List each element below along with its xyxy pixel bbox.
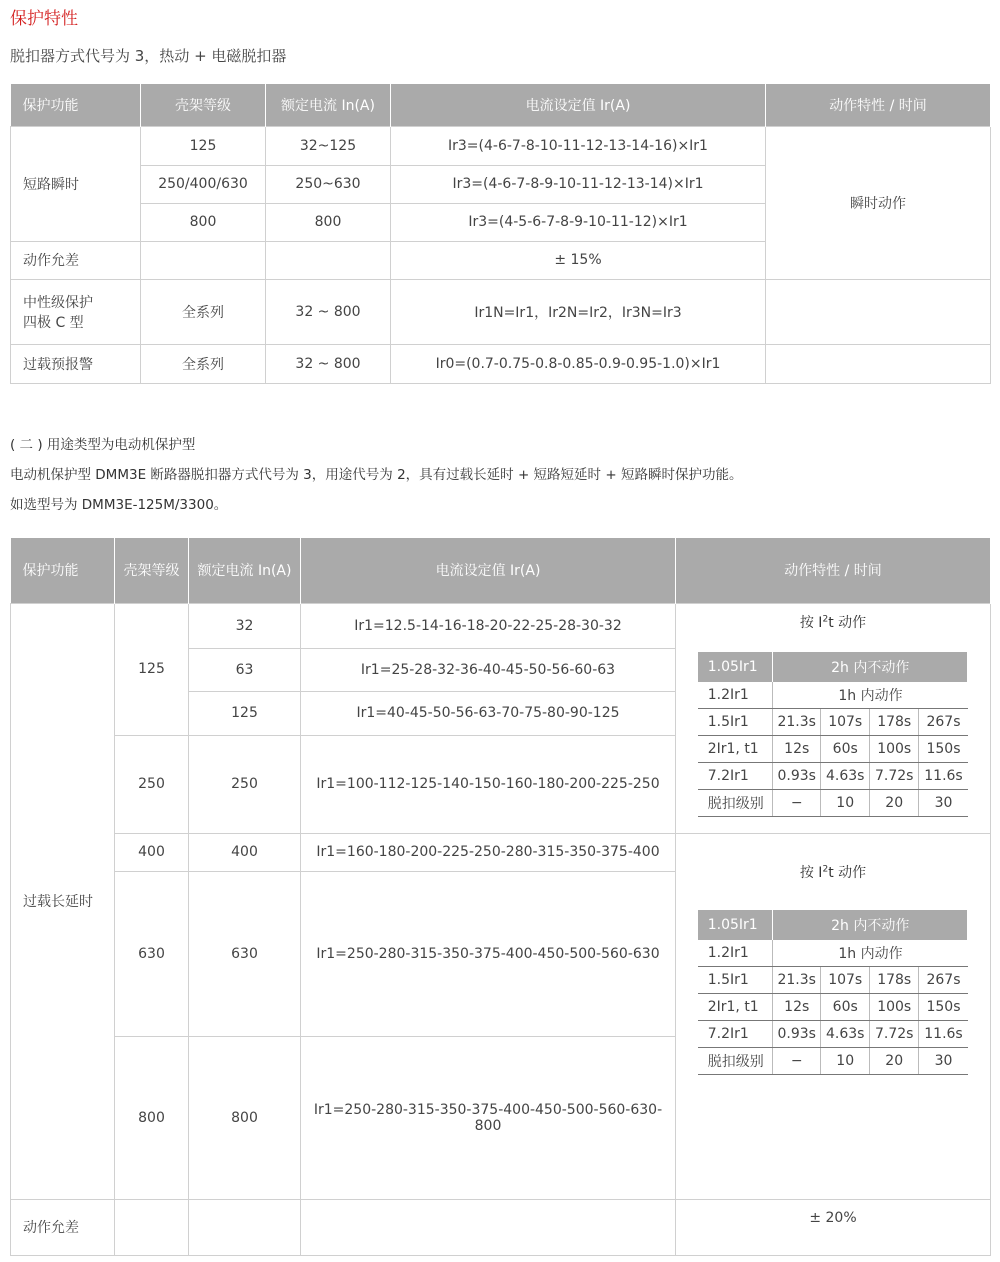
header-frame: 壳架等级 bbox=[115, 538, 189, 603]
protection-table-2 bbox=[10, 538, 991, 1256]
table-row bbox=[11, 126, 991, 165]
current-cell: 630 bbox=[189, 871, 301, 1036]
section2-line2: 如选型号为 DMM3E-125M/3300。 bbox=[10, 497, 228, 513]
frame-cell: 630 bbox=[115, 871, 189, 1036]
overload-alarm-label: 过载预报警 bbox=[11, 344, 141, 383]
current-cell: 800 bbox=[266, 203, 391, 241]
protection-table-1 bbox=[10, 84, 991, 384]
header-action: 动作特性 / 时间 bbox=[766, 84, 991, 126]
setting-cell: Ir1=160-180-200-225-250-280-315-350-375-400 bbox=[301, 833, 676, 871]
setting-cell: Ir1=12.5-14-16-18-20-22-25-28-30-32 bbox=[301, 603, 676, 648]
header-setting: 电流设定值 Ir(A) bbox=[391, 84, 766, 126]
frame-cell: 全系列 bbox=[141, 344, 266, 383]
header-rated-current: 额定电流 In(A) bbox=[266, 84, 391, 126]
setting-cell: Ir1=100-112-125-140-150-160-180-200-225-250 bbox=[301, 735, 676, 833]
tolerance-label: 动作允差 bbox=[11, 241, 141, 279]
table-row bbox=[11, 1199, 991, 1255]
frame-cell: 250 bbox=[115, 735, 189, 833]
table-row bbox=[11, 279, 991, 344]
section-title: 保护特性 bbox=[10, 9, 78, 29]
table-row bbox=[11, 344, 991, 383]
current-cell: 400 bbox=[189, 833, 301, 871]
frame-cell: 125 bbox=[141, 126, 266, 165]
i2t-action-label: 按 $I^2t$ 动作 bbox=[799, 863, 867, 881]
setting-cell: Ir3=(4-6-7-8-10-11-12-13-14-16)×Ir1 bbox=[391, 126, 766, 165]
tolerance-value: ± 20% bbox=[676, 1199, 991, 1255]
tolerance-value: ± 15% bbox=[391, 241, 766, 279]
table-row bbox=[11, 833, 991, 871]
action-cell-1 bbox=[676, 603, 991, 833]
section2-heading: ( 二 ) 用途类型为电动机保护型 bbox=[10, 437, 196, 453]
setting-cell: Ir1=250-280-315-350-375-400-450-500-560-630 bbox=[301, 871, 676, 1036]
frame-cell: 250/400/630 bbox=[141, 165, 266, 203]
trip-class-table: 1.05Ir1 2h 内不动作 1.2Ir1 1h 内动作 1.5Ir1 21.3s 107s 178s 267s 2Ir1, t1 12s 60s 100s 150s 7.2Ir1 0.93s 4.63s 7.72s 11.6s 脱扣级别 − 10 20 30 bbox=[698, 652, 969, 817]
table-row bbox=[11, 603, 991, 648]
current-cell: 63 bbox=[189, 648, 301, 691]
trip-class-table: 1.05Ir1 2h 内不动作 1.2Ir1 1h 内动作 1.5Ir1 21.3s 107s 178s 267s 2Ir1, t1 12s 60s 100s 150s 7.2Ir1 0.93s 4.63s 7.72s 11.6s 脱扣级别 − 10 20 30 bbox=[698, 910, 969, 1075]
current-cell: 125 bbox=[189, 691, 301, 735]
short-circuit-label: 短路瞬时 bbox=[11, 126, 141, 241]
setting-cell: Ir0=(0.7-0.75-0.8-0.85-0.9-0.95-1.0)×Ir1 bbox=[391, 344, 766, 383]
setting-cell: Ir1=25-28-32-36-40-45-50-56-60-63 bbox=[301, 648, 676, 691]
current-cell: 250 bbox=[189, 735, 301, 833]
current-cell: 32~125 bbox=[266, 126, 391, 165]
header-setting: 电流设定值 Ir(A) bbox=[301, 538, 676, 603]
tolerance-label: 动作允差 bbox=[11, 1199, 115, 1255]
current-cell: 800 bbox=[189, 1036, 301, 1199]
instant-action-cell: 瞬时动作 bbox=[766, 126, 991, 279]
frame-cell: 800 bbox=[115, 1036, 189, 1199]
section-subtitle: 脱扣器方式代号为 3，热动 + 电磁脱扣器 bbox=[10, 47, 287, 65]
section2-line1: 电动机保护型 DMM3E 断路器脱扣器方式代号为 3，用途代号为 2，具有过载长延时 + 短路短延时 + 短路瞬时保护功能。 bbox=[10, 467, 743, 483]
header-frame: 壳架等级 bbox=[141, 84, 266, 126]
header-protection-function: 保护功能 bbox=[11, 538, 115, 603]
header-protection-function: 保护功能 bbox=[11, 84, 141, 126]
header-action: 动作特性 / 时间 bbox=[676, 538, 991, 603]
i2t-action-label: 按 $I^2t$ 动作 bbox=[799, 613, 867, 631]
action-cell-2 bbox=[676, 833, 991, 1199]
setting-cell: Ir1N=Ir1，Ir2N=Ir2，Ir3N=Ir3 bbox=[391, 279, 766, 344]
current-cell: 250~630 bbox=[266, 165, 391, 203]
overload-long-delay-label: 过载长延时 bbox=[11, 603, 115, 1199]
header-rated-current: 额定电流 In(A) bbox=[189, 538, 301, 603]
current-cell: 32 bbox=[189, 603, 301, 648]
frame-cell: 800 bbox=[141, 203, 266, 241]
neutral-label: 中性级保护 四极 C 型 bbox=[11, 279, 141, 344]
setting-cell: Ir3=(4-6-7-8-9-10-11-12-13-14)×Ir1 bbox=[391, 165, 766, 203]
setting-cell: Ir3=(4-5-6-7-8-9-10-11-12)×Ir1 bbox=[391, 203, 766, 241]
frame-cell: 全系列 bbox=[141, 279, 266, 344]
current-cell: 32 ~ 800 bbox=[266, 279, 391, 344]
setting-cell: Ir1=40-45-50-56-63-70-75-80-90-125 bbox=[301, 691, 676, 735]
current-cell: 32 ~ 800 bbox=[266, 344, 391, 383]
setting-cell: Ir1=250-280-315-350-375-400-450-500-560-630-800 bbox=[301, 1036, 676, 1199]
frame-cell: 400 bbox=[115, 833, 189, 871]
frame-cell: 125 bbox=[115, 603, 189, 735]
